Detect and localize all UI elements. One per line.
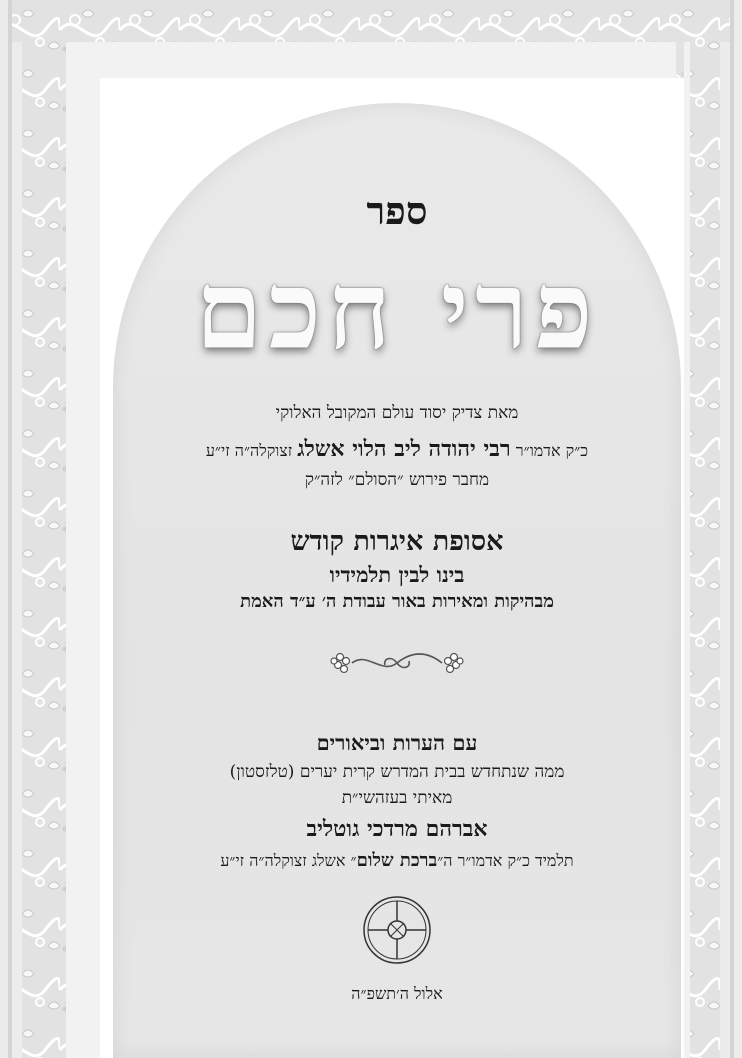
author-name-line [113,436,681,462]
book-title: פרי חכם [195,248,599,374]
notes-line: ממה שנתחדש בבית המדרש קרית יערים (טלזסטון) [229,762,565,782]
author-suffix: זצוקלה״ה זי״ע [205,441,293,460]
editor-bold: ברכת שלום [356,850,438,871]
collection-description: מבהיקות ומאירות באור עבודת ה׳ ע״ד האמת [240,591,554,612]
editor-name: אברהם מרדכי גוטליב [306,816,488,842]
notes-line-2: מאיתי בעזהשי״ת [341,788,453,808]
vine-flourish-icon [113,645,681,681]
sefer-label: ספר [366,188,428,233]
collection-heading: אסופת איגרות קודש [290,526,504,557]
author-prefix: כ״ק אדמו״ר [515,441,589,460]
author-work-line: מחבר פירוש ״הסולם״ לזה״ק [304,470,490,490]
publisher-emblem-icon [113,893,681,967]
author-intro-line: מאת צדיק יסוד עולם המקובל האלוקי [275,403,519,423]
editor-suffix: ״ אשלג זצוקלה״ה זי״ע [220,851,357,870]
collection-subheading: בינו לבין תלמידיו [329,562,465,587]
author-name: רבי יהודה ליב הלוי אשלג [297,436,511,462]
publication-date: אלול ה׳תשפ״ה [351,984,443,1003]
editor-affiliation [113,850,681,871]
editor-prefix: תלמיד כ״ק אדמו״ר ה״ [437,851,574,870]
notes-heading: עם הערות וביאורים [316,730,478,755]
